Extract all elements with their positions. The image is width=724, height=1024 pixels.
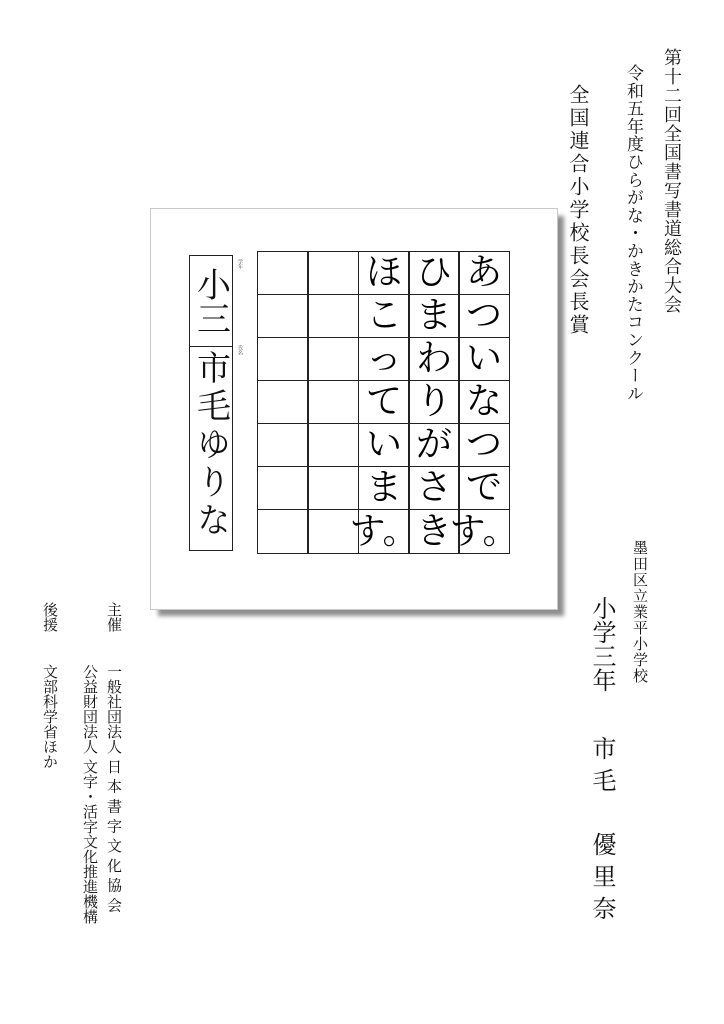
competition-subtitle: 令和五年度ひらがな・かきかたコンクール (623, 64, 643, 403)
grid-cell: な (459, 381, 509, 424)
grid-cell: て (359, 381, 409, 424)
writing-column-3 (349, 251, 419, 554)
grid-cell (308, 424, 358, 467)
grid-cell (308, 295, 358, 338)
name-field-label: 氏名 (237, 345, 243, 355)
grid-cell: で (459, 467, 509, 510)
grid-cell: い (459, 338, 509, 381)
written-name: 市毛ゆりな (190, 350, 231, 540)
grid-cell: わ (409, 338, 459, 381)
grid-cell (308, 252, 358, 295)
grid-cell: ま (359, 467, 409, 510)
supporter-label: 後援 (41, 602, 59, 632)
grid-cell (258, 338, 308, 381)
organizer-label: 主催 (105, 602, 123, 632)
grid-cell: ひ (409, 252, 459, 295)
grid-cell: す。 (449, 510, 519, 552)
writing-column-2 (408, 251, 460, 554)
grid-cell (258, 295, 308, 338)
grid-cell: さ (409, 467, 459, 510)
grid-cell: き (415, 510, 452, 552)
grid-cell: い (359, 424, 409, 467)
grid-cell: こ (359, 295, 409, 338)
grid-cell (258, 381, 308, 424)
award-title: 全国連合小学校長会長賞 (566, 84, 590, 337)
grid-cell (308, 381, 358, 424)
grade-and-name (590, 596, 614, 928)
grade-label: 小学三年 (588, 596, 616, 692)
grid-cell: り (409, 381, 459, 424)
grid-cell: つ (459, 424, 509, 467)
empty-column-2 (307, 251, 359, 554)
organizer-1: 一般社団法人 日 本 書 字 文 化 協 会 (105, 664, 123, 913)
supporter: 文部科学省ほか (41, 664, 59, 769)
grid-cell (258, 467, 308, 510)
grid-cell: あ (459, 252, 509, 295)
name-column (189, 255, 233, 551)
writing-column-1 (449, 251, 519, 554)
empty-column-1 (257, 251, 309, 554)
grid-cell: が (409, 424, 459, 467)
calligraphy-sheet (150, 208, 558, 610)
grid-cell: す。 (349, 510, 419, 552)
student-name: 市毛 優里奈 (588, 736, 616, 928)
grid-cell (308, 467, 358, 510)
grade-field-label: 学年 (237, 259, 243, 269)
grid-cell (308, 338, 358, 381)
grid-cell: つ (459, 295, 509, 338)
written-grade: 小三 (190, 256, 232, 347)
grid-cell (258, 510, 308, 553)
grid-cell: ほ (359, 252, 409, 295)
grid-cell: ま (409, 295, 459, 338)
school-name: 墨田区立業平小学校 (631, 540, 649, 684)
grid-cell (258, 424, 308, 467)
grid-cell: っ (359, 338, 409, 381)
competition-title: 第十二回全国書写書道総合大会 (661, 48, 682, 314)
organizer-2: 公益財団法人 文字・活字文化推進機構 (81, 664, 99, 924)
grid-cell (258, 252, 308, 295)
